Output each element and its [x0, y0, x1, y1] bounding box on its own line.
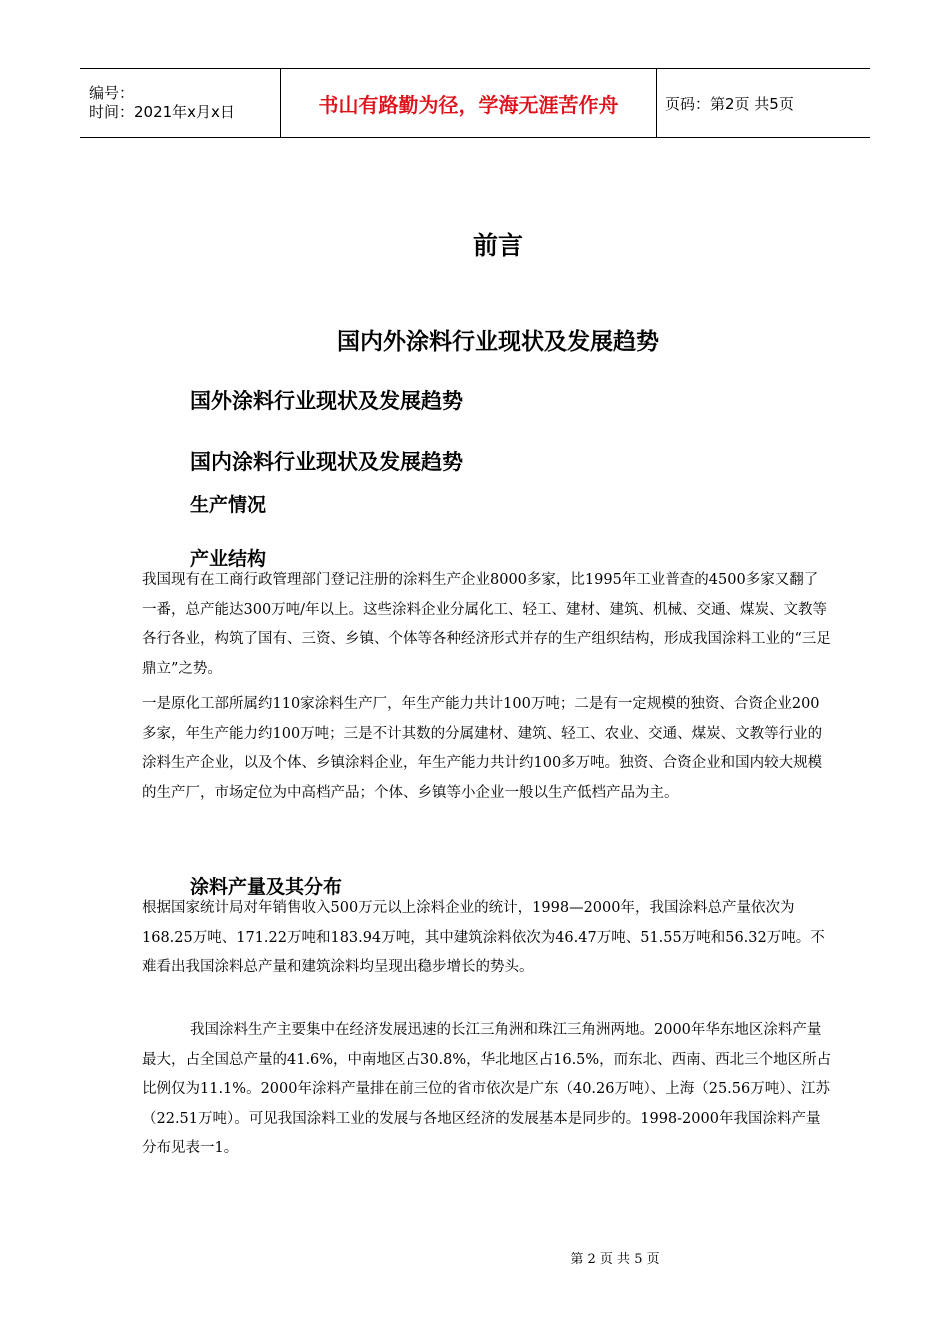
page-footer: 第 2 页 共 5 页	[570, 1252, 660, 1267]
header-motto: 书山有路勤为径，学海无涯苦作舟	[280, 69, 657, 137]
header-page-label: 页码：第2页 共5页	[665, 94, 794, 113]
subsection-foreign: 国外涂料行业现状及发展趋势	[190, 389, 463, 413]
page-header	[80, 68, 870, 138]
heading-output-distribution: 涂料产量及其分布	[190, 876, 343, 898]
paragraph-text: 我国现有在工商行政管理部门登记注册的涂料生产企业8000多家，比1995年工业普查的4500多家又翻了一番，总产能达300万吨/年以上。这些涂料企业分属化工、轻工、建材、建筑、机械、交通、煤炭、文教等各行各业，构筑了国有、三资、乡镇、个体等各种经济形式并存的生产组织结构，形成我国涂料工业的“三足鼎立”之势。	[142, 572, 831, 677]
preface-title: 前言	[472, 231, 523, 260]
date-label: 时间：2021年x月x日	[89, 103, 235, 121]
paragraph-text: 我国涂料生产主要集中在经济发展迅速的长江三角洲和珠江三角洲两地。2000年华东地区涂料产量最大，占全国总产量的41.6%，中南地区占30.8%，华北地区占16.5%，而东北、西南、西北三个地区所占比例仅为11.1%。2000年涂料产量排在前三位的省市依次是广东（40.26万吨）、上海（25.56万吨）、江苏（22.51万吨）。可见我国涂料工业的发展与各地区经济的发展基本是同步的。1998-2000年我国涂料产量分布见表一1。	[142, 1022, 832, 1156]
body-paragraph-4	[142, 1016, 832, 1164]
body-paragraph-2	[142, 690, 832, 808]
number-label: 编号：	[89, 84, 135, 102]
section-title: 国内外涂料行业现状及发展趋势	[337, 329, 659, 355]
paragraph-text: 根据国家统计局对年销售收入500万元以上涂料企业的统计，1998—2000年，我国涂料总产量依次为168.25万吨、171.22万吨和183.94万吨，其中建筑涂料依次为46.47万吨、51.55万吨和56.32万吨。不难看出我国涂料总产量和建筑涂料均呈现出稳步增长的势头。	[142, 900, 825, 975]
body-paragraph-1	[142, 566, 832, 684]
heading-production: 生产情况	[190, 494, 267, 516]
header-meta	[80, 69, 280, 137]
subsection-domestic: 国内涂料行业现状及发展趋势	[190, 450, 463, 474]
heading-industry-structure: 产业结构	[190, 548, 267, 570]
body-paragraph-3	[142, 894, 832, 983]
paragraph-text: 一是原化工部所属约110家涂料生产厂，年生产能力共计100万吨；二是有一定规模的独资、合资企业200多家，年生产能力约100万吨；三是不计其数的分属建材、建筑、轻工、农业、交通、煤炭、文教等行业的涂料生产企业，以及个体、乡镇涂料企业，年生产能力共计约100多万吨。独资、合资企业和国内较大规模的生产厂，市场定位为中高档产品；个体、乡镇等小企业一般以生产低档产品为主。	[142, 696, 823, 801]
